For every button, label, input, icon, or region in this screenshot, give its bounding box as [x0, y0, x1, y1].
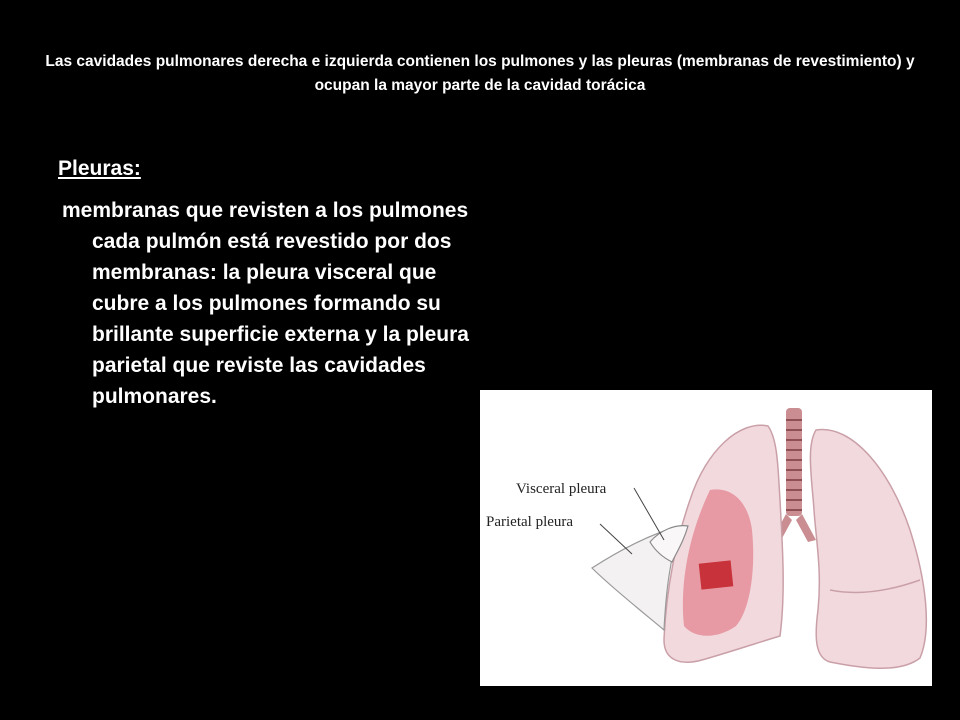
visceral-pleura-label: Visceral pleura — [516, 481, 607, 497]
section-heading: Pleuras: — [58, 157, 141, 180]
body-paragraph: membranas que revisten a los pulmones cada pulmón está revestido por dos membranas: la pleura visceral que cubre a los pulmones formando su brillante superficie externa y la pleura parietal que reviste las cavidades pulmonares. — [62, 199, 469, 408]
parietal-pleura-label: Parietal pleura — [486, 514, 574, 530]
exposed-tissue — [699, 560, 734, 589]
lung-pleura-illustration — [480, 390, 932, 686]
left-lung — [810, 429, 926, 668]
lung-diagram — [480, 390, 932, 686]
slide-title: Las cavidades pulmonares derecha e izquierda contienen los pulmones y las pleuras (membranas de revestimiento) y ocupan la mayor parte de la cavidad torácica — [45, 53, 915, 94]
